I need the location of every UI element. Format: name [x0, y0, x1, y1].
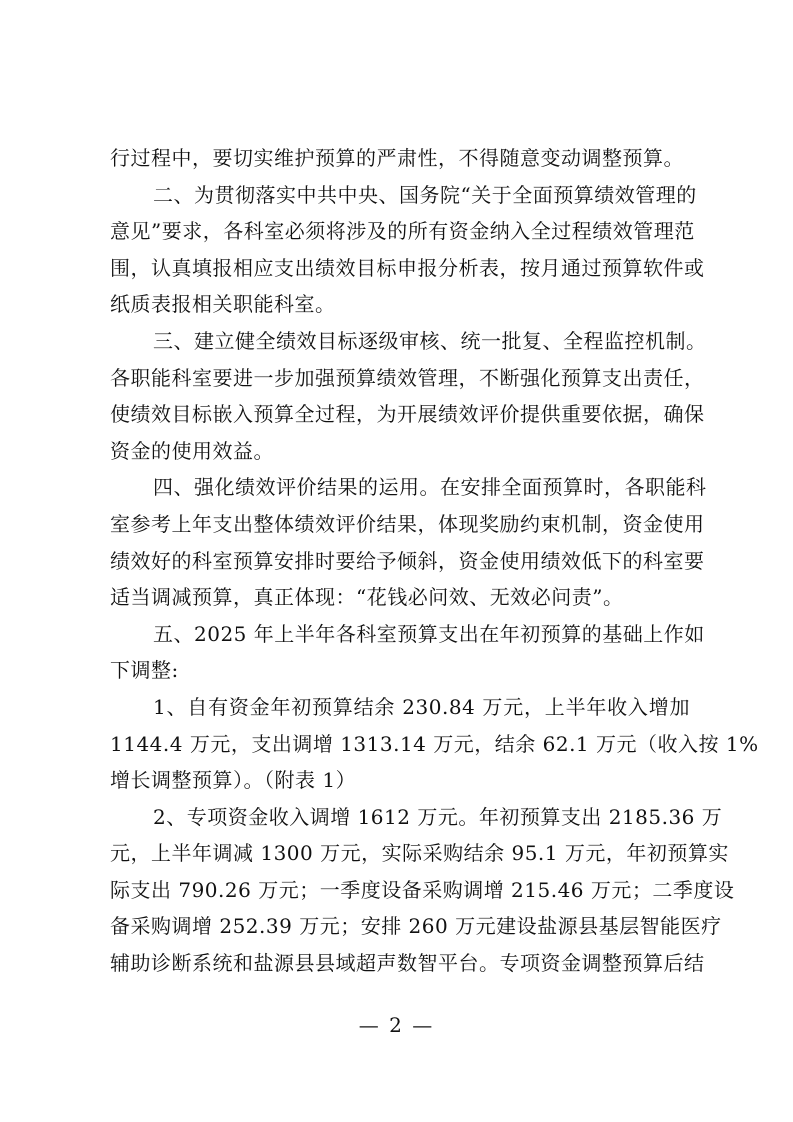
text-line-23: 辅助诊断系统和盐源县县域超声数智平台。专项资金调整预算后结 — [110, 951, 705, 976]
text-line-8: 使绩效目标嵌入预算全过程，为开展绩效评价提供重要依据，确保 — [110, 402, 705, 427]
text-line-18: 增长调整预算）。（附表 1） — [110, 768, 357, 793]
text-line-12: 绩效好的科室预算安排时要给予倾斜，资金使用绩效低下的科室要 — [110, 548, 705, 573]
text-line-11: 室参考上年支出整体绩效评价结果，体现奖励约束机制，资金使用 — [110, 511, 705, 536]
text-line-10: 四、强化绩效评价结果的运用。在安排全面预算时，各职能科 — [153, 475, 707, 500]
text-line-15: 下调整: — [110, 658, 179, 683]
text-line-7: 各职能科室要进一步加强预算绩效管理，不断强化预算支出责任， — [110, 365, 705, 390]
text-line-21: 际支出 790.26 万元；一季度设备采购调增 215.46 万元；二季度设 — [110, 877, 735, 902]
document-body — [110, 140, 759, 982]
text-line-5: 纸质表报相关职能科室。 — [110, 292, 336, 317]
text-line-3: 意见”要求，各科室必须将涉及的所有资金纳入全过程绩效管理范 — [110, 219, 695, 244]
text-line-17: 1144.4 万元，支出调增 1313.14 万元，结余 62.1 万元（收入按 1% — [110, 731, 759, 756]
text-line-1: 行过程中，要切实维护预算的严肃性，不得随意变动调整预算。 — [110, 146, 684, 170]
text-line-20: 元，上半年调减 1300 万元，实际采购结余 95.1 万元，年初预算实 — [110, 841, 729, 866]
text-line-13: 适当调减预算，真正体现：“花钱必问效、无效必问责”。 — [110, 585, 624, 610]
text-line-14: 五、2025 年上半年各科室预算支出在年初预算的基础上作如 — [153, 621, 705, 646]
text-line-2: 二、为贯彻落实中共中央、国务院“关于全面预算绩效管理的 — [153, 182, 697, 207]
text-line-6: 三、建立健全绩效目标逐级审核、统一批复、全程监控机制。 — [153, 328, 707, 353]
page-number: — 2 — — [358, 1013, 435, 1037]
text-line-9: 资金的使用效益。 — [110, 438, 274, 463]
text-line-4: 围，认真填报相应支出绩效目标申报分析表，按月通过预算软件或 — [110, 255, 705, 280]
text-line-16: 1、自有资金年初预算结余 230.84 万元，上半年收入增加 — [153, 694, 690, 719]
text-line-19: 2、专项资金收入调增 1612 万元。年初预算支出 2185.36 万 — [153, 804, 723, 829]
text-line-22: 备采购调增 252.39 万元；安排 260 万元建设盐源县基层智能医疗 — [110, 914, 722, 939]
